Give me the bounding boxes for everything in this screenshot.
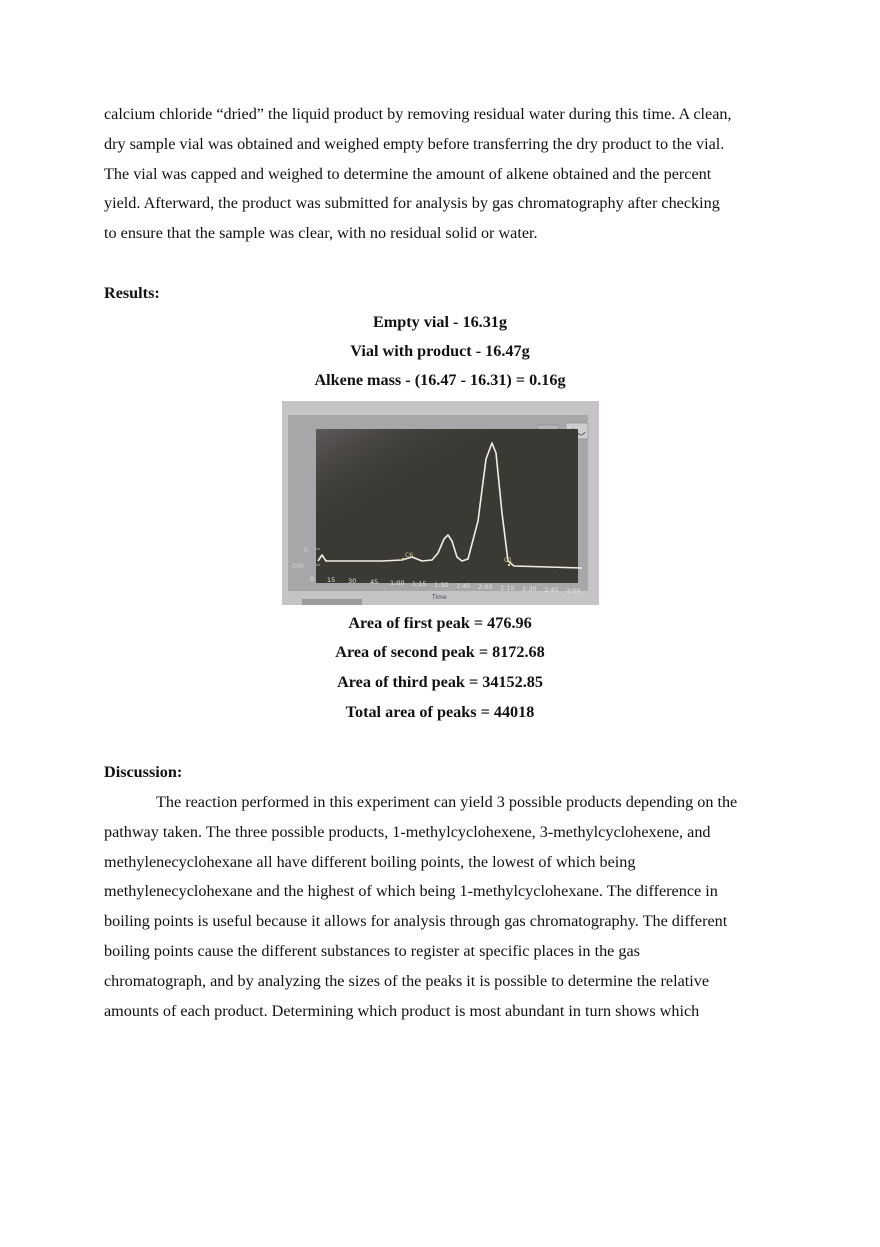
x-tick: 1:00	[390, 579, 405, 587]
x-tick: 2:00	[478, 583, 493, 591]
second-peak-area: Area of second peak = 8172.68	[335, 643, 545, 661]
y-tick-0: 0	[304, 547, 308, 554]
x-tick: 1:15	[412, 580, 427, 588]
peak-label-c1: C1	[504, 557, 513, 564]
alkene-mass: Alkene mass - (16.47 - 16.31) = 0.16g	[314, 371, 566, 389]
x-tick: 30	[348, 577, 357, 585]
x-tick: 1:45	[456, 582, 471, 590]
peak-label-c6: C6	[405, 552, 414, 559]
x-tick: 45	[370, 578, 379, 586]
total-peak-area: Total area of peaks = 44018	[345, 703, 535, 721]
third-peak-area: Area of third peak = 34152.85	[337, 673, 543, 691]
text-line: to ensure that the sample was clear, with no residual solid or water.	[104, 224, 538, 243]
taskbar-strip	[302, 599, 362, 605]
x-tick: 15	[327, 576, 336, 584]
text-line: The vial was capped and weighed to determine the amount of alkene obtained and the percent	[104, 164, 712, 183]
x-tick: 1:30	[434, 581, 449, 589]
results-heading: Results:	[104, 284, 160, 302]
x-tick: 2:30	[522, 585, 537, 593]
text-line: boiling points is useful because it allows for analysis through gas chromatography. The different	[104, 912, 728, 931]
text-line: amounts of each product. Determining which product is most abundant in turn shows which	[104, 1001, 700, 1020]
text-line: methylenecyclohexane and the highest of which being 1-methylcyclohexane. The difference in	[104, 882, 718, 901]
text-line: calcium chloride “dried” the liquid product by removing residual water during this time. A clean,	[104, 105, 732, 123]
screen-glare	[316, 429, 578, 583]
empty-vial-mass: Empty vial - 16.31g	[373, 313, 507, 331]
text-line: methylenecyclohexane all have different boiling points, the lowest of which being	[104, 852, 636, 871]
x-tick: 2:45	[544, 586, 559, 594]
intro-paragraph	[104, 100, 784, 249]
x-tick: 0	[310, 575, 315, 583]
x-tick: 2:15	[500, 584, 515, 592]
text-line: boiling points cause the different substances to register at specific places in the gas	[104, 941, 640, 960]
discussion-heading: Discussion:	[104, 763, 183, 781]
text-line: The reaction performed in this experiment can yield 3 possible products depending on the	[156, 793, 738, 811]
chromatogram-photo	[282, 401, 599, 605]
first-peak-area: Area of first peak = 476.96	[348, 614, 532, 632]
text-line: dry sample vial was obtained and weighed empty before transferring the dry product to the vial.	[104, 134, 725, 153]
chromatogram-svg	[282, 401, 599, 605]
discussion-paragraph	[104, 788, 784, 1026]
text-line: yield. Afterward, the product was submitted for analysis by gas chromatography after checking	[104, 194, 720, 213]
x-axis-label: Time	[432, 594, 447, 601]
vial-with-product-mass: Vial with product - 16.47g	[350, 342, 530, 360]
y-tick-neg500: -500	[290, 563, 304, 570]
text-line: pathway taken. The three possible products, 1-methylcyclohexene, 3-methylcyclohexene, and	[104, 822, 711, 841]
text-line: chromatograph, and by analyzing the sizes of the peaks it is possible to determine the relative	[104, 971, 710, 990]
x-tick: 3:00	[566, 587, 581, 595]
